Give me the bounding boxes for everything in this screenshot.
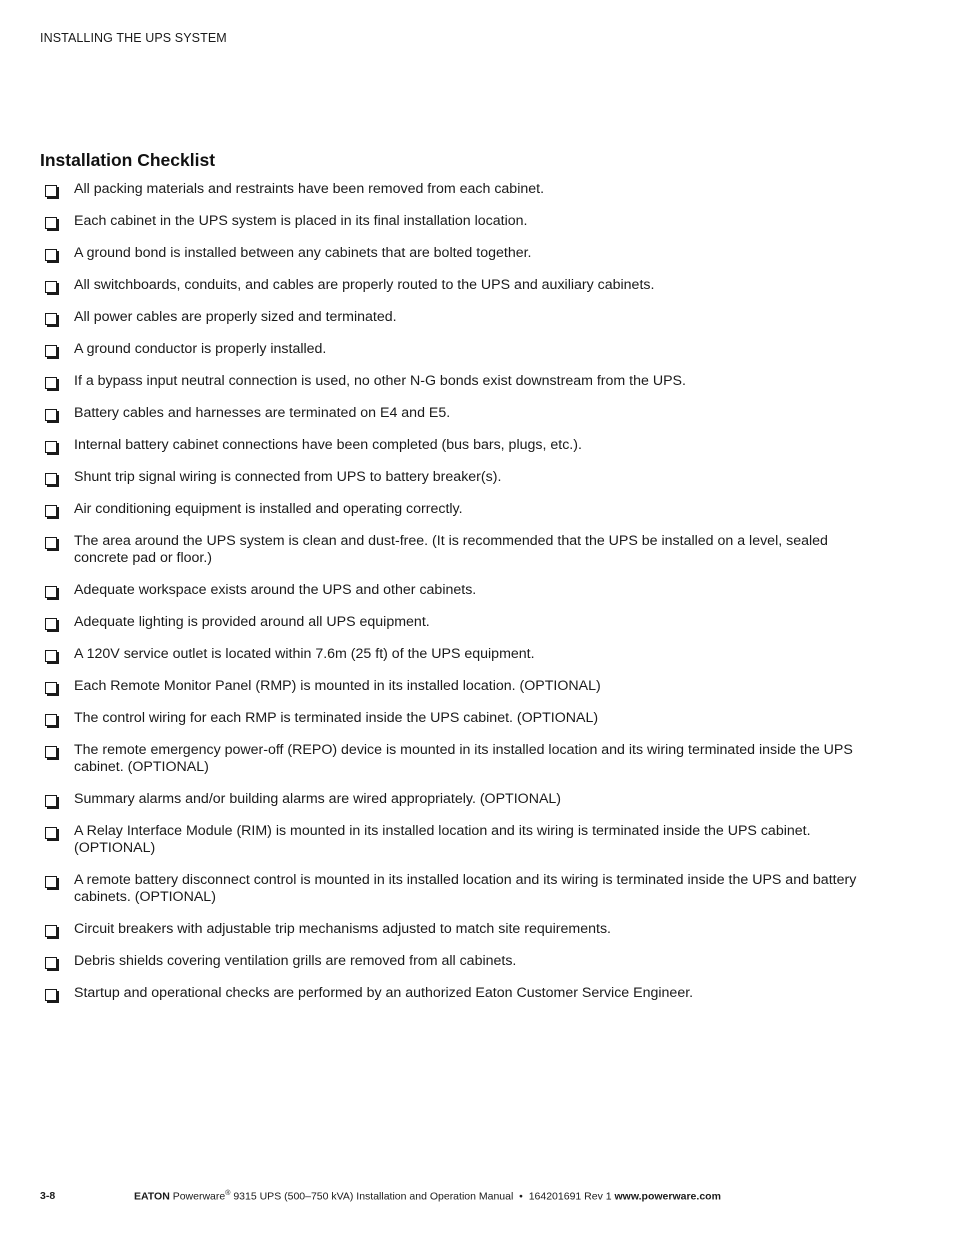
checklist-item-text: Battery cables and harnesses are terminated on E4 and E5. bbox=[74, 405, 451, 421]
footer-line bbox=[134, 1190, 721, 1203]
checkbox-icon[interactable] bbox=[45, 313, 57, 325]
checklist-item bbox=[40, 277, 860, 294]
checklist-item-text: A remote battery disconnect control is mounted in its installed location and its wiring is terminated inside the UPS and battery cabinets. (OPTIONAL) bbox=[74, 872, 857, 905]
checkbox-icon[interactable] bbox=[45, 795, 57, 807]
checklist-item-text: All switchboards, conduits, and cables are properly routed to the UPS and auxiliary cabinets. bbox=[74, 277, 655, 293]
checkbox-icon[interactable] bbox=[45, 185, 57, 197]
checkbox-icon[interactable] bbox=[45, 505, 57, 517]
running-head: INSTALLING THE UPS SYSTEM bbox=[40, 31, 227, 45]
checklist-item-text: Circuit breakers with adjustable trip mechanisms adjusted to match site requirements. bbox=[74, 921, 611, 937]
checklist-item bbox=[40, 341, 860, 358]
checklist-item bbox=[40, 245, 860, 262]
registered-mark: ® bbox=[225, 1190, 231, 1197]
checklist-item bbox=[40, 872, 860, 906]
checklist-item bbox=[40, 181, 860, 198]
checklist-item bbox=[40, 678, 860, 695]
checkbox-icon[interactable] bbox=[45, 650, 57, 662]
checklist-item bbox=[40, 405, 860, 422]
checkbox-icon[interactable] bbox=[45, 876, 57, 888]
checkbox-icon[interactable] bbox=[45, 957, 57, 969]
footer-separator: • bbox=[519, 1190, 523, 1203]
checklist-item bbox=[40, 437, 860, 454]
footer-brand: EATON bbox=[134, 1190, 170, 1203]
checklist-item-text: The remote emergency power-off (REPO) device is mounted in its installed location and its wiring terminated inside the UPS cabinet. (OPTIONAL) bbox=[74, 742, 853, 775]
checklist-item-text: A 120V service outlet is located within 7.6m (25 ft) of the UPS equipment. bbox=[74, 646, 535, 662]
checklist-item-text: If a bypass input neutral connection is used, no other N-G bonds exist downstream from the UPS. bbox=[74, 373, 686, 389]
section-title: Installation Checklist bbox=[40, 150, 216, 170]
checklist-item-text: Adequate workspace exists around the UPS and other cabinets. bbox=[74, 582, 477, 598]
checklist-item bbox=[40, 823, 860, 857]
checklist-item-text: Each cabinet in the UPS system is placed in its final installation location. bbox=[74, 213, 528, 229]
checklist-item bbox=[40, 646, 860, 663]
checklist-item bbox=[40, 213, 860, 230]
footer-website-link[interactable]: www.powerware.com bbox=[614, 1190, 721, 1203]
checklist-item-text: Adequate lighting is provided around all UPS equipment. bbox=[74, 614, 430, 630]
page-number: 3-8 bbox=[40, 1190, 56, 1202]
checkbox-icon[interactable] bbox=[45, 441, 57, 453]
checklist-item-text: Debris shields covering ventilation grills are removed from all cabinets. bbox=[74, 953, 517, 969]
checkbox-icon[interactable] bbox=[45, 989, 57, 1001]
checklist-item-text: A Relay Interface Module (RIM) is mounted in its installed location and its wiring is terminated inside the UPS cabinet. (OPTIONAL) bbox=[74, 823, 811, 856]
checklist-item-text: Air conditioning equipment is installed and operating correctly. bbox=[74, 501, 463, 517]
checklist-item-text: Startup and operational checks are performed by an authorized Eaton Customer Service Engineer. bbox=[74, 985, 694, 1001]
footer-manual-title: 9315 UPS (500–750 kVA) Installation and Operation Manual bbox=[233, 1190, 514, 1203]
checklist-item bbox=[40, 791, 860, 808]
checklist-item bbox=[40, 373, 860, 390]
checkbox-icon[interactable] bbox=[45, 281, 57, 293]
checkbox-icon[interactable] bbox=[45, 409, 57, 421]
checkbox-icon[interactable] bbox=[45, 618, 57, 630]
checklist-item bbox=[40, 469, 860, 486]
checkbox-icon[interactable] bbox=[45, 537, 57, 549]
checklist-item bbox=[40, 309, 860, 326]
footer-product: Powerware bbox=[172, 1190, 226, 1203]
checklist-item-text: Shunt trip signal wiring is connected from UPS to battery breaker(s). bbox=[74, 469, 502, 485]
checklist-item-text: Each Remote Monitor Panel (RMP) is mounted in its installed location. (OPTIONAL) bbox=[74, 678, 601, 694]
checklist-item-text: All packing materials and restraints have been removed from each cabinet. bbox=[74, 181, 545, 197]
checklist-item bbox=[40, 582, 860, 599]
checklist-item bbox=[40, 953, 860, 970]
checklist-item bbox=[40, 985, 860, 1002]
checkbox-icon[interactable] bbox=[45, 473, 57, 485]
checklist-item bbox=[40, 614, 860, 631]
checklist-item bbox=[40, 533, 860, 567]
installation-checklist bbox=[40, 181, 860, 1017]
checkbox-icon[interactable] bbox=[45, 345, 57, 357]
checkbox-icon[interactable] bbox=[45, 377, 57, 389]
checkbox-icon[interactable] bbox=[45, 714, 57, 726]
checkbox-icon[interactable] bbox=[45, 217, 57, 229]
checklist-item bbox=[40, 501, 860, 518]
checklist-item bbox=[40, 742, 860, 776]
checklist-item-text: Summary alarms and/or building alarms are wired appropriately. (OPTIONAL) bbox=[74, 791, 562, 807]
checkbox-icon[interactable] bbox=[45, 249, 57, 261]
checklist-item-text: A ground bond is installed between any cabinets that are bolted together. bbox=[74, 245, 532, 261]
checkbox-icon[interactable] bbox=[45, 925, 57, 937]
checklist-item bbox=[40, 921, 860, 938]
checklist-item-text: A ground conductor is properly installed. bbox=[74, 341, 327, 357]
checklist-item-text: All power cables are properly sized and terminated. bbox=[74, 309, 397, 325]
checklist-item-text: The control wiring for each RMP is terminated inside the UPS cabinet. (OPTIONAL) bbox=[74, 710, 599, 726]
checklist-item-text: The area around the UPS system is clean and dust-free. (It is recommended that the UPS be installed on a level, sealed concrete pad or floor.) bbox=[74, 533, 828, 566]
checkbox-icon[interactable] bbox=[45, 746, 57, 758]
checklist-item-text: Internal battery cabinet connections have been completed (bus bars, plugs, etc.). bbox=[74, 437, 582, 453]
checkbox-icon[interactable] bbox=[45, 586, 57, 598]
footer-doc-number: 164201691 Rev 1 bbox=[528, 1190, 612, 1203]
checklist-item bbox=[40, 710, 860, 727]
checkbox-icon[interactable] bbox=[45, 682, 57, 694]
checkbox-icon[interactable] bbox=[45, 827, 57, 839]
